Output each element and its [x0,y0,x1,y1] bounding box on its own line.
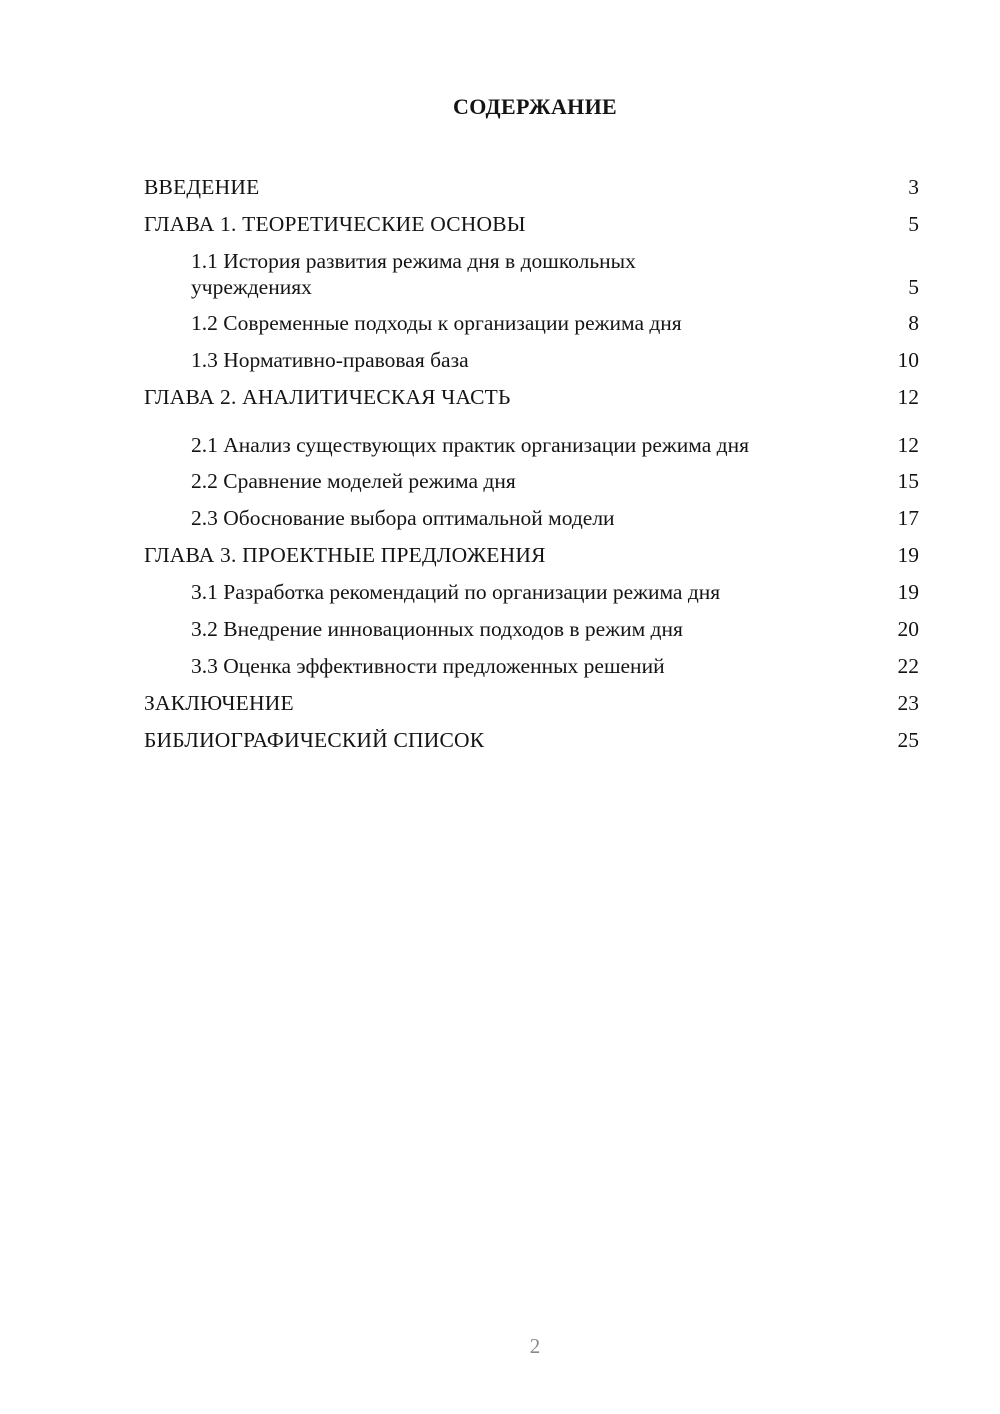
toc-entry-conclusion[interactable] [144,684,919,721]
toc-entry-label: 3.2 Внедрение инновационных подходов в режим дня [191,616,683,641]
toc-entry-page: 12 [897,433,919,457]
toc-entry-section-2-2[interactable] [144,462,919,499]
toc-entry-page: 8 [908,310,919,335]
toc-entry-section-3-1[interactable] [144,573,919,610]
toc-entry-label: 1.1 История развития режима дня в дошкольных учреждениях [191,249,636,299]
page-title: СОДЕРЖАНИЕ [453,94,617,119]
toc-entry-introduction[interactable] [144,168,919,205]
toc-entry-page: 3 [908,174,919,199]
toc-entry-page: 25 [897,727,919,752]
toc-entry-page: 10 [897,347,919,372]
toc-entry-label: 3.3 Оценка эффективности предложенных решений [191,653,665,678]
toc-entry-chapter-3[interactable] [144,536,919,573]
toc-entry-label: ГЛАВА 3. ПРОЕКТНЫЕ ПРЕДЛОЖЕНИЯ [144,542,546,567]
page-number: 2 [529,1334,541,1358]
toc-entry-section-1-1[interactable] [144,242,919,304]
toc-entry-page: 12 [897,384,919,409]
toc-entry-page: 15 [897,468,919,493]
toc-entry-label: 2.2 Сравнение моделей режима дня [191,468,516,493]
toc-entry-label: БИБЛИОГРАФИЧЕСКИЙ СПИСОК [144,727,485,752]
toc-entry-page: 22 [897,653,919,678]
toc-entry-page: 5 [908,275,919,299]
toc-entry-section-1-2[interactable] [144,304,919,341]
toc-entry-label: ЗАКЛЮЧЕНИЕ [144,690,294,715]
toc-entry-label: 2.1 Анализ существующих практик организации режима дня [191,433,749,457]
toc-entry-chapter-2[interactable] [144,378,919,415]
toc-entry-page: 5 [908,211,919,236]
table-of-contents [144,168,919,758]
toc-entry-page: 19 [897,579,919,604]
toc-entry-bibliography[interactable] [144,721,919,758]
toc-entry-label: ВВЕДЕНИЕ [144,174,260,199]
toc-entry-label: 1.2 Современные подходы к организации режима дня [191,310,682,335]
toc-entry-label: 3.1 Разработка рекомендаций по организации режима дня [191,579,721,604]
toc-entry-section-2-1[interactable] [144,415,919,462]
toc-entry-label: 1.3 Нормативно-правовая база [191,347,469,372]
toc-entry-section-3-3[interactable] [144,647,919,684]
toc-entry-page: 17 [897,505,919,530]
toc-entry-page: 20 [897,616,919,641]
toc-entry-label: ГЛАВА 2. АНАЛИТИЧЕСКАЯ ЧАСТЬ [144,384,511,409]
toc-entry-page: 19 [897,542,919,567]
toc-entry-chapter-1[interactable] [144,205,919,242]
toc-entry-label: ГЛАВА 1. ТЕОРЕТИЧЕСКИЕ ОСНОВЫ [144,211,526,236]
toc-entry-section-3-2[interactable] [144,610,919,647]
toc-entry-page: 23 [897,690,919,715]
toc-entry-section-1-3[interactable] [144,341,919,378]
toc-entry-section-2-3[interactable] [144,499,919,536]
toc-entry-label: 2.3 Обоснование выбора оптимальной модели [191,505,615,530]
